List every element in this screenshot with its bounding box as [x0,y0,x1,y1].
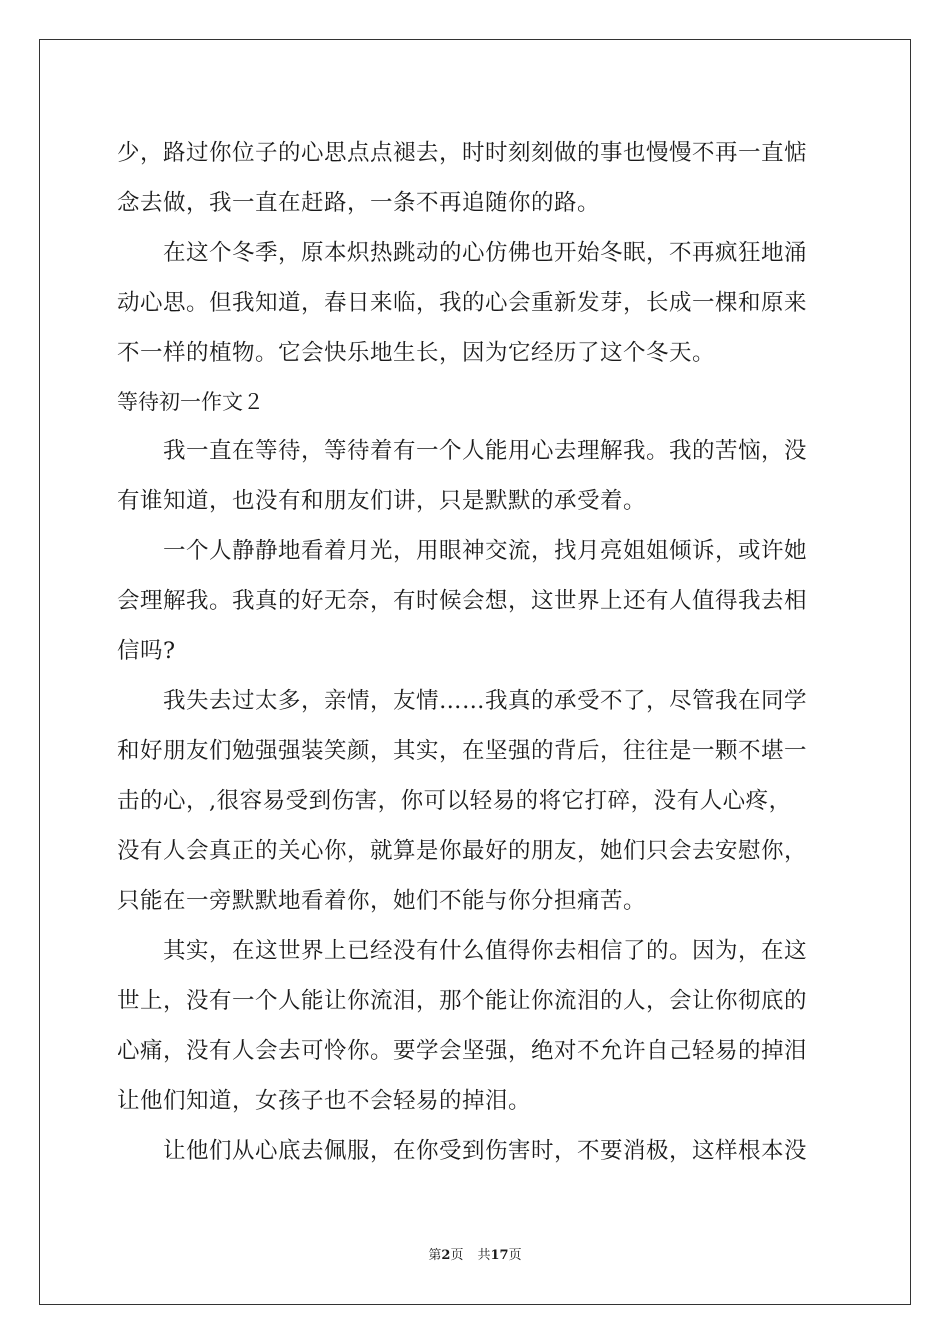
text-line: 动心思。但我知道，春日来临，我的心会重新发芽，长成一棵和原来 [117,290,808,316]
total-pages: 17 [490,1248,509,1263]
text-line: 少，路过你位子的心思点点褪去，时时刻刻做的事也慢慢不再一直惦 [117,140,808,166]
page-footer [0,1244,950,1263]
text-line: 让他们知道，女孩子也不会轻易的掉泪。 [117,1088,532,1114]
total-suffix: 页 [508,1248,522,1263]
paragraph-admire [117,1126,833,1176]
page-prefix: 第 [428,1248,442,1263]
text-line: 有谁知道，也没有和朋友们讲，只是默默的承受着。 [117,488,647,514]
text-line: 和好朋友们勉强强装笑颜，其实，在坚强的背后，往往是一颗不堪一 [117,738,808,764]
paragraph-truth [117,926,833,1126]
text-line: 世上，没有一个人能让你流泪，那个能让你流泪的人，会让你彻底的 [117,988,808,1014]
text-line: 我失去过太多，亲情，友情……我真的承受不了，尽管我在同学 [163,688,808,714]
text-line: 一个人静静地看着月光，用眼神交流，找月亮姐姐倾诉，或许她 [163,538,808,564]
paragraph-winter [117,228,833,378]
page-number: 2 [441,1248,451,1263]
text-line: 我一直在等待，等待着有一个人能用心去理解我。我的苦恼，没 [163,438,808,464]
total-prefix: 共 [477,1248,491,1263]
text-line: 只能在一旁默默地看着你，她们不能与你分担痛苦。 [117,888,647,914]
text-line: 信吗? [117,638,176,664]
document-body [117,128,833,1176]
text-line: 击的心，,很容易受到伤害，你可以轻易的将它打碎，没有人心疼， [117,788,792,814]
paragraph-waiting [117,426,833,526]
text-line: 在这个冬季，原本炽热跳动的心仿佛也开始冬眠，不再疯狂地涌 [163,240,808,266]
text-line: 会理解我。我真的好无奈，有时候会想，这世界上还有人值得我去相 [117,588,808,614]
page-suffix: 页 [450,1248,464,1263]
text-line: 不一样的植物。它会快乐地生长，因为它经历了这个冬天。 [117,340,716,366]
paragraph-lost [117,676,833,926]
paragraph-moonlight [117,526,833,676]
text-line: 心痛，没有人会去可怜你。要学会坚强，绝对不允许自己轻易的掉泪 [117,1038,808,1064]
paragraph-continued [117,128,833,228]
text-line: 让他们从心底去佩服，在你受到伤害时，不要消极，这样根本没 [163,1138,808,1164]
text-line: 念去做，我一直在赶路，一条不再追随你的路。 [117,190,601,216]
text-line: 其实，在这世界上已经没有什么值得你去相信了的。因为，在这 [163,938,808,964]
section-title: 等待初一作文２ [117,390,264,414]
text-line: 没有人会真正的关心你，就算是你最好的朋友，她们只会去安慰你， [117,838,808,864]
